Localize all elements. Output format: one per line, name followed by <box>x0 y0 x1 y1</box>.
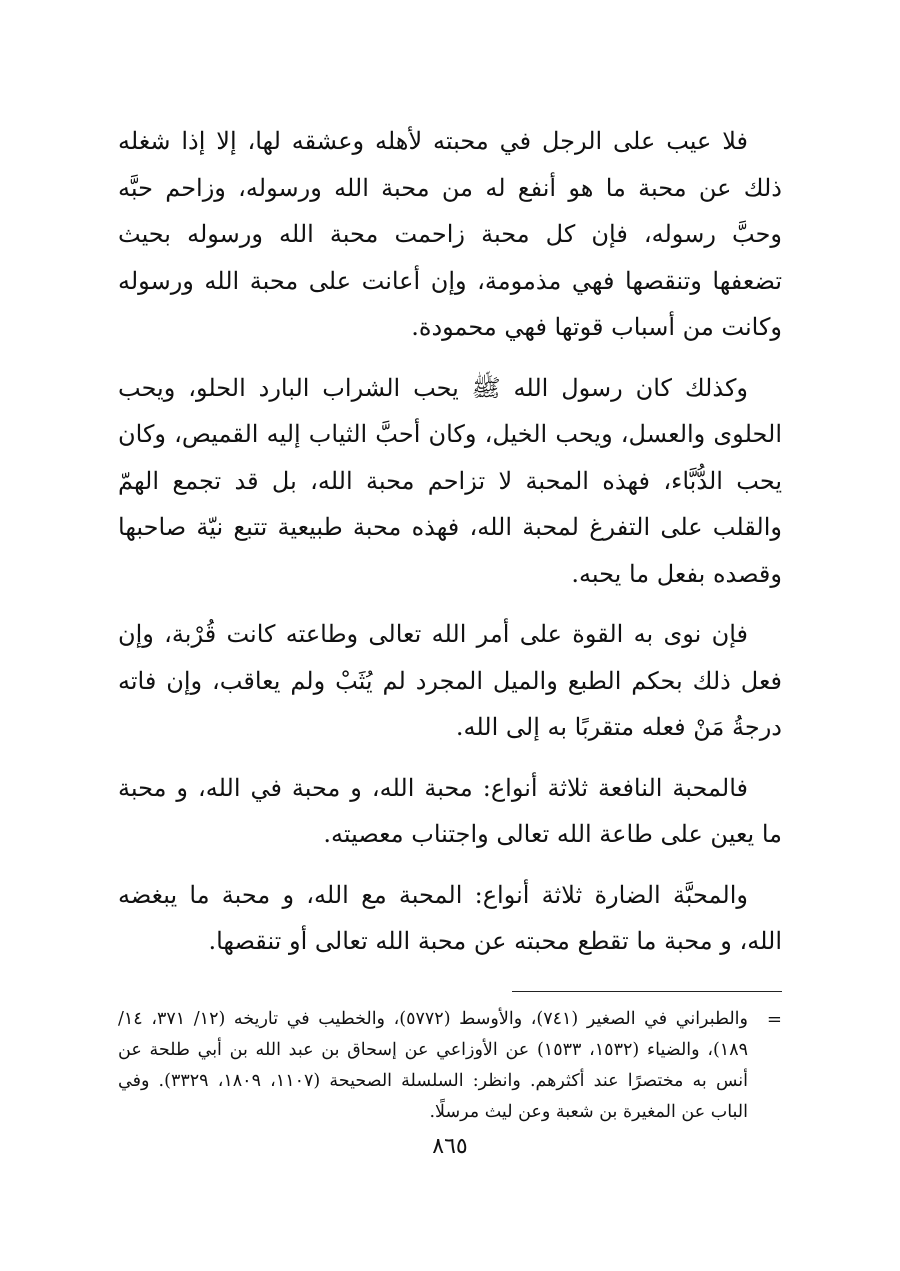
paragraph: فالمحبة النافعة ثلاثة أنواع: محبة الله، و محبة في الله، و محبة ما يعين على طاعة الله تعالى واجتناب معصيته. <box>118 773 782 848</box>
footnote-divider <box>512 991 782 992</box>
footnote-continuation-marker: = <box>766 1008 782 1030</box>
footnote-text: والطبراني في الصغير (٧٤١)، والأوسط (٥٧٧٢)، والخطيب في تاريخه (١٢/ ٣٧١، ١٤/ ١٨٩)، والضياء (١٥٣٢، ١٥٣٣) عن الأوزاعي عن إسحاق بن عبد الله بن أبي طلحة عن أنس به مختصرًا عند أكثرهم. وانظر: السلسلة الصحيحة (١١٠٧، ١٨٠٩، ٣٣٢٩). وفي الباب عن المغيرة بن شعبة وعن ليث مرسلًا. <box>118 1008 748 1122</box>
footnotes <box>118 1004 782 1128</box>
page-number: ٨٦٥ <box>432 1134 468 1159</box>
paragraph: فإن نوى به القوة على أمر الله تعالى وطاعته كانت قُرْبة، وإن فعل ذلك بحكم الطبع والميل المجرد لم يُثَبْ ولم يعاقب، وإن فاته درجةُ مَنْ فعله متقربًا به إلى الله. <box>118 620 783 741</box>
paragraph: والمحبَّة الضارة ثلاثة أنواع: المحبة مع الله، و محبة ما يبغضه الله، و محبة ما تقطع محبته عن محبة الله تعالى أو تنقصها. <box>118 880 782 955</box>
paragraph: فلا عيب على الرجل في محبته لأهله وعشقه لها، إلا إذا شغله ذلك عن محبة ما هو أنفع له من محبة الله ورسوله، وزاحم حبَّه وحبَّ رسوله، فإن كل محبة زاحمت محبة الله ورسوله بحيث تضعفها وتنقصها فهي مذمومة، وإن أعانت على محبة الله ورسوله وكانت من أسباب قوتها فهي محمودة. <box>118 127 782 341</box>
book-page <box>118 118 782 1158</box>
main-text <box>118 118 782 965</box>
paragraph: وكذلك كان رسول الله ﷺ يحب الشراب البارد الحلو، ويحب الحلوى والعسل، ويحب الخيل، وكان أحبَّ الثياب إليه القميص، وكان يحب الدُّبَّاء، فهذه المحبة لا تزاحم محبة الله، بل قد تجمع الهمّ والقلب على التفرغ لمحبة الله، فهذه محبة طبيعية تتبع نيّة صاحبها وقصده بفعل ما يحبه. <box>118 373 782 588</box>
